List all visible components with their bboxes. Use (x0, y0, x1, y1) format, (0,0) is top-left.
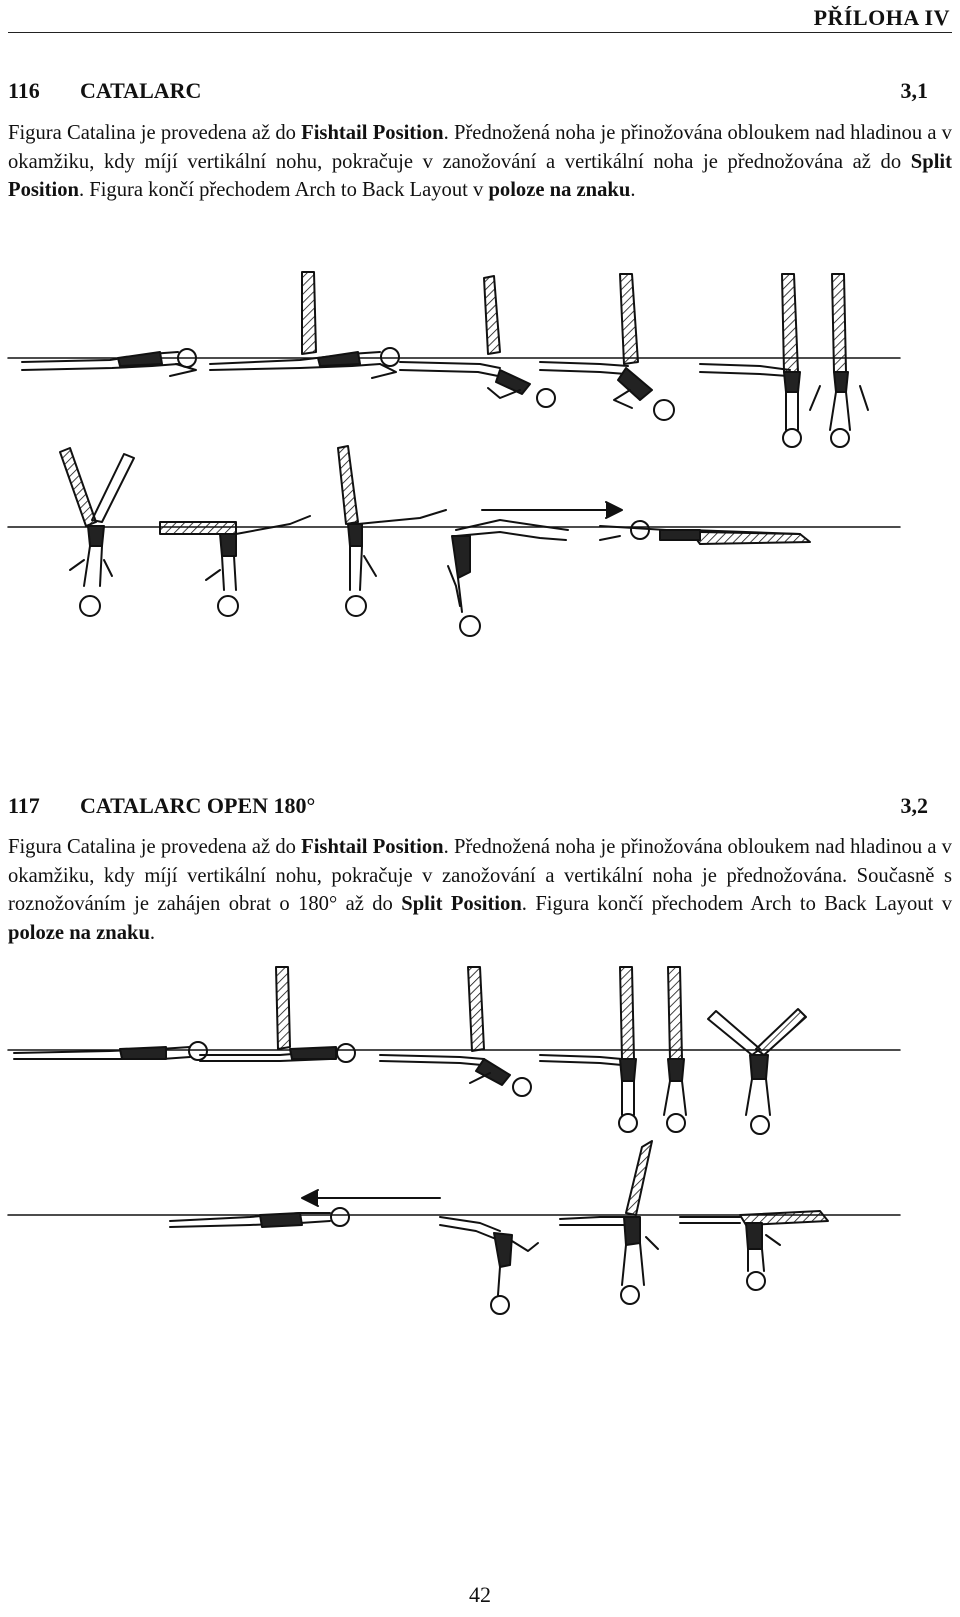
figure-117-heading (8, 793, 928, 821)
figure-number: 116 (8, 78, 40, 103)
difficulty-value: 3,1 (900, 78, 928, 103)
figure-116-description: Figura Catalina je provedena až do Fishtail Position. Přednožená noha je přinožována obloukem nad hladinou a v okamžiku, kdy míjí vertikální nohu, pokračuje v zanožování a vertikální noha je přednožována až do Split Position. Figura končí přechodem Arch to Back Layout v poloze na znaku. (8, 122, 952, 201)
term-fishtail: Fishtail Position (301, 836, 444, 858)
difficulty-value: 3,2 (900, 793, 928, 818)
figure-name: CATALARC OPEN 180° (80, 793, 316, 818)
term-fishtail: Fishtail Position (301, 122, 444, 144)
page-number: 42 (469, 1582, 491, 1607)
figure-name: CATALARC (80, 78, 202, 103)
term-split: Split Position (401, 893, 522, 915)
figure-116-heading (8, 78, 928, 106)
term-split: Split Position (8, 150, 952, 201)
figure-number: 117 (8, 793, 40, 818)
term-back-layout: poloze na znaku (488, 179, 631, 201)
figure-117-description: Figura Catalina je provedena až do Fishtail Position. Přednožená noha je přinožována obloukem nad hladinou a v okamžiku, kdy míjí vertikální nohu, pokračuje v zanožování a vertikální noha je přednožována. Současně s roznožováním je zahájen obrat o 180° až do Split Position. Figura končí přechodem Arch to Back Layout v poloze na znaku. (8, 836, 952, 944)
term-back-layout: poloze na znaku (8, 921, 150, 944)
figure-116-illustration (0, 240, 960, 710)
appendix-label: PŘÍLOHA IV (813, 5, 950, 30)
page-header (8, 4, 952, 33)
figure-117-illustration (0, 955, 960, 1345)
